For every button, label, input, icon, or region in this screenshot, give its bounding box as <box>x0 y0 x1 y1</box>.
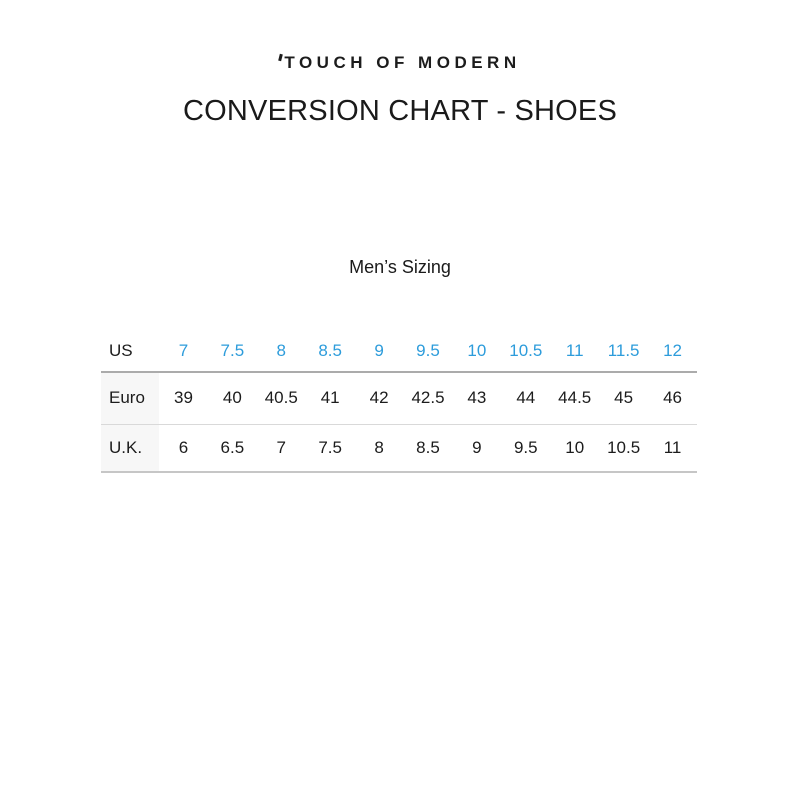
uk-size-cell: 9 <box>472 437 482 457</box>
uk-size-cell: 8.5 <box>416 437 440 457</box>
euro-size-cell: 41 <box>320 388 340 408</box>
euro-size-cell: 39 <box>173 388 193 408</box>
us-size-cell: 10.5 <box>509 341 543 360</box>
page-title: CONVERSION CHART - SHOES <box>183 95 617 127</box>
euro-size-cell: 44 <box>516 388 536 408</box>
uk-size-cell: 8 <box>374 437 384 457</box>
euro-size-cell: 46 <box>663 388 682 408</box>
euro-size-cell: 44.5 <box>558 388 592 408</box>
row-label-uk: U.K. <box>101 424 159 472</box>
section-label-mens-sizing: Men’s Sizing <box>349 257 451 277</box>
us-size-cell: 8 <box>276 341 286 360</box>
logo-tick-mark <box>279 54 284 62</box>
uk-size-cell: 7 <box>276 437 286 457</box>
euro-size-cell: 40 <box>222 388 242 408</box>
us-size-cell: 11.5 <box>607 341 640 360</box>
us-size-cell: 12 <box>663 341 682 360</box>
table-row-us <box>101 331 697 372</box>
us-size-cell: 10 <box>467 341 487 360</box>
us-size-cell: 9 <box>374 341 384 360</box>
brand-logo <box>0 53 800 73</box>
uk-size-cell: 10 <box>565 437 585 457</box>
table-row-uk <box>101 424 697 472</box>
uk-size-cell: 11 <box>663 437 682 457</box>
euro-size-cell: 42 <box>369 388 389 408</box>
euro-size-cell: 40.5 <box>264 388 298 408</box>
us-size-cell: 8.5 <box>318 341 342 360</box>
uk-size-cell: 9.5 <box>513 437 538 457</box>
euro-size-cell: 43 <box>467 388 487 408</box>
uk-size-cell: 6 <box>178 437 189 457</box>
uk-size-cell: 6.5 <box>220 437 245 457</box>
row-label-us: US <box>109 341 133 360</box>
us-size-cell: 7 <box>178 341 189 360</box>
brand-logo-text: TOUCH OF MODERN <box>284 53 521 72</box>
uk-size-cell: 7.5 <box>318 437 342 457</box>
euro-size-cell: 42.5 <box>411 388 445 408</box>
table-row-euro <box>101 372 697 424</box>
sizing-conversion-table <box>101 331 697 473</box>
euro-size-cell: 45 <box>614 388 634 408</box>
us-size-cell: 7.5 <box>220 341 245 360</box>
row-label-euro: Euro <box>101 372 159 424</box>
uk-size-cell: 10.5 <box>607 437 641 457</box>
us-size-cell: 9.5 <box>416 341 440 360</box>
us-size-cell: 11 <box>565 341 584 360</box>
